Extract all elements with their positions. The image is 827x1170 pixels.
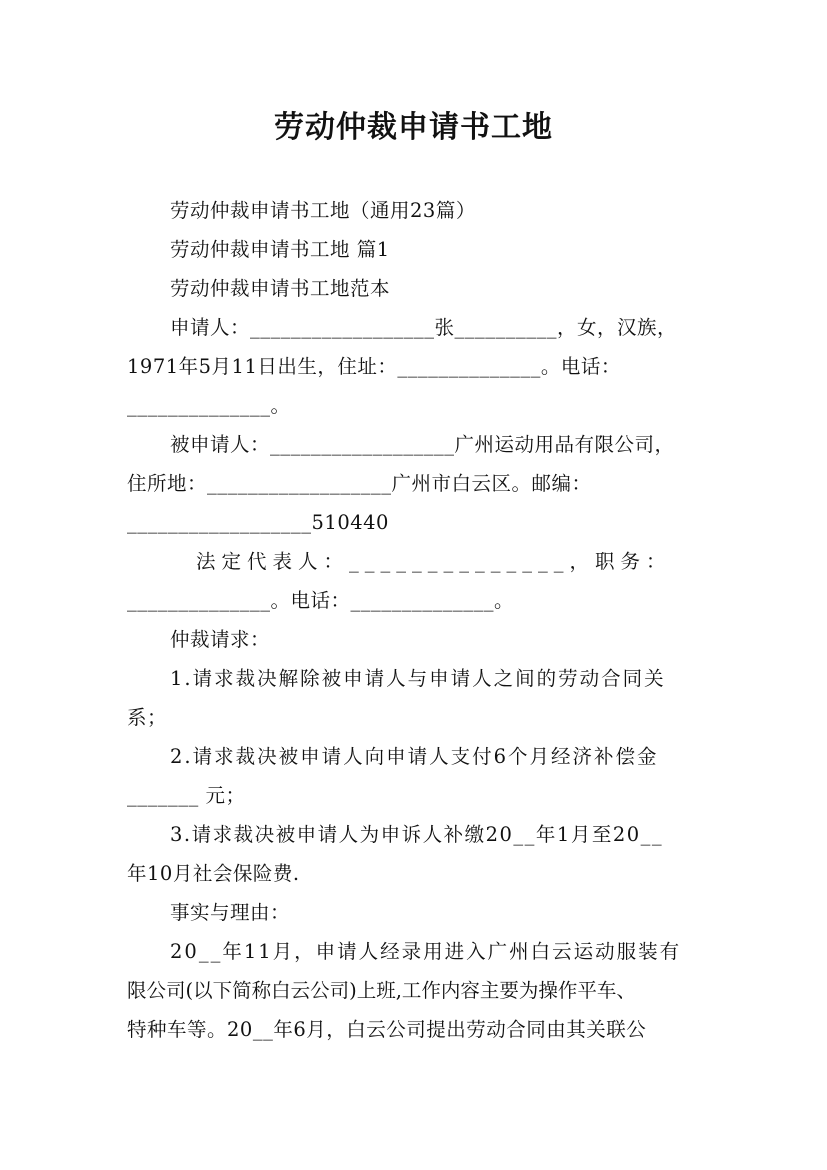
facts-paragraph-line-2: 限公司(以下简称白云公司)上班,工作内容主要为操作平车、 xyxy=(127,979,636,1002)
legal-representative-line: 法定代表人：______________，职务： xyxy=(196,550,672,573)
respondent-line: 被申请人：__________________广州运动用品有限公司， xyxy=(170,433,675,456)
claim-1-continuation: 系； xyxy=(127,706,168,729)
claim-2-line: 2.请求裁决被申请人向申请人支付6个月经济补偿金 xyxy=(170,745,659,768)
template-heading: 劳动仲裁申请书工地范本 xyxy=(170,277,391,300)
claim-2-continuation: _______ 元； xyxy=(127,784,246,807)
applicant-birth-address-line: 1971年5月11日出生，住址：______________。电话： xyxy=(127,355,621,378)
respondent-address-line: 住所地：__________________广州市白云区。邮编： xyxy=(127,472,592,495)
representative-phone-line: ______________。电话：______________。 xyxy=(127,589,515,612)
applicant-line: 申请人：__________________张__________，女，汉族， xyxy=(170,316,678,339)
claim-1-line: 1.请求裁决解除被申请人与申请人之间的劳动合同关 xyxy=(170,667,666,690)
subtitle-line: 劳动仲裁申请书工地（通用23篇） xyxy=(170,199,476,222)
applicant-phone-line: ______________。 xyxy=(127,394,291,417)
document-title: 劳动仲裁申请书工地 xyxy=(274,110,553,145)
facts-paragraph-line-3: 特种车等。20__年6月，白云公司提出劳动合同由其关联公 xyxy=(127,1018,647,1041)
claim-3-continuation: 年10月社会保险费. xyxy=(127,862,300,885)
claims-heading: 仲裁请求： xyxy=(170,628,271,651)
claim-3-line: 3.请求裁决被申请人为申诉人补缴20__年1月至20__ xyxy=(170,823,664,846)
section-heading: 劳动仲裁申请书工地 篇1 xyxy=(170,238,390,261)
respondent-postcode-line: __________________510440 xyxy=(127,511,389,534)
facts-heading: 事实与理由： xyxy=(170,901,291,924)
facts-paragraph-line-1: 20__年11月，申请人经录用进入广州白云运动服装有 xyxy=(170,940,682,963)
